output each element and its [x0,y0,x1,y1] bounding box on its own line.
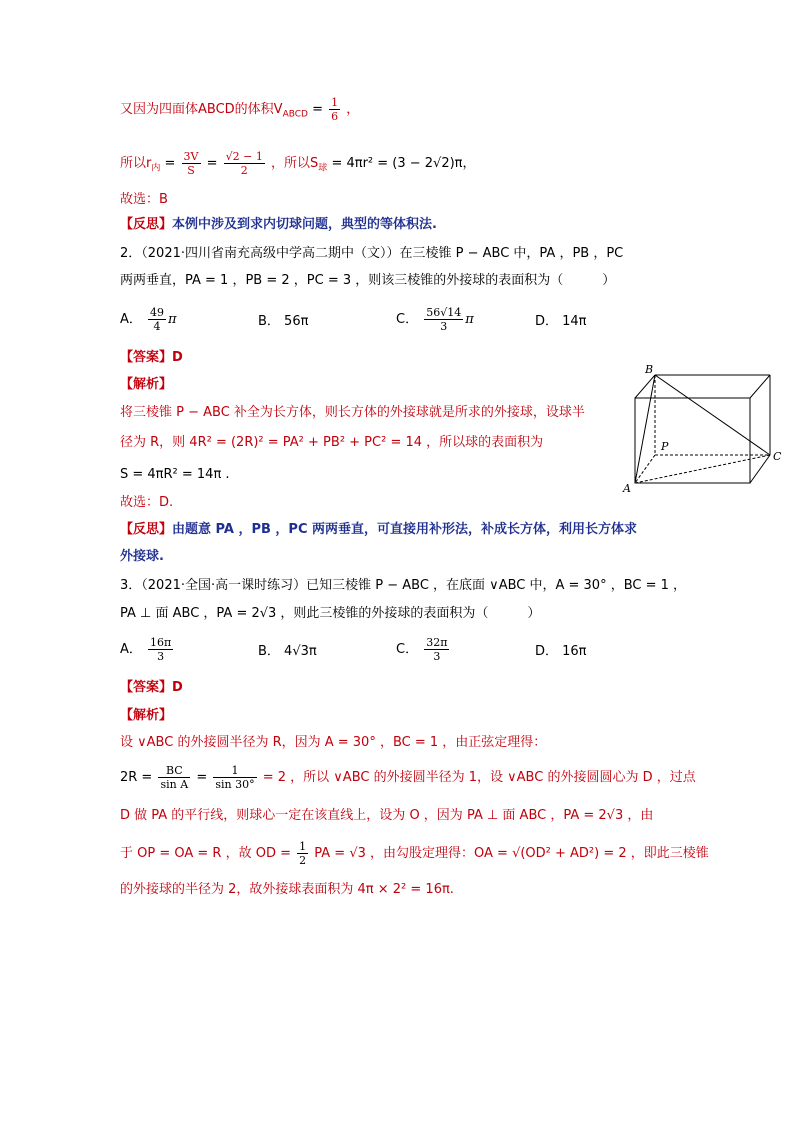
option-d: D． 14π [535,314,587,329]
option-d: D． 16π [535,644,587,659]
analysis-label: 【解析】 [120,377,173,392]
cuboid-figure [615,360,785,495]
analysis-line-1: 将三棱锥 P − ABC 补全为长方体，则长方体的外接球就是所求的外接球，设球半 [120,405,585,420]
analysis-line-3: D 做 PA 的平行线，则球心一定在该直线上，设为 O ，因为 PA ⊥ 面 ABC ，PA = 2√3 ，由 [120,808,654,823]
answer-choice-text: 故选：B [120,192,168,207]
fraction: $\frac{√2 - 1}{2}$ [225,150,263,177]
vertex-label-a: A [623,482,631,495]
vertex-label-p: P [661,440,669,453]
analysis-line-5: 的外接球的半径为 2，故外接球表面积为 4π × 2² = 16π. [120,882,454,897]
analysis-line-2: 2R = $\frac{BC}{\text{sin A}}$ = $\frac{1}{\sin 30^\circ}$ = 2 ，所以 ∨ABC 的外接圆半径为 1，设 ∨ABC 的外接圆圆心为 D ，过点 [120,764,696,791]
reflection-line-2a: 【反思】由题意 PA ，PB ，PC 两两垂直，可直接用补形法，补成长方体，利用长方体求 [120,522,638,537]
analysis-line-4: 故选：D. [120,495,174,510]
option-a: A． $\frac{49}{4}$ π [120,306,177,333]
vertex-label-c: C [773,450,782,463]
option-c: C． $\frac{56√14}{3}$ π [396,306,474,333]
fraction: $\frac{1}{6}$ [331,96,339,123]
vertex-label-b: B [645,363,654,376]
analysis-line-1: 设 ∨ABC 的外接圆半径为 R，因为 A = 30° ，BC = 1 ，由正弦定理得： [120,735,547,750]
answer-label: 【答案】D [120,350,183,365]
answer-label: 【答案】D [120,680,183,695]
reflection-line: 【反思】本例中涉及到求内切球问题，典型的等体积法. [120,217,437,232]
analysis-line-4: 于 OP = OA = R ，故 OD = $\frac{1}{2}$ PA = √3 ，由勾股定理得：OA = √(OD² + AD²) = 2 ，即此三棱锥 [120,840,709,867]
option-b: B． 56π [258,314,309,329]
question-2-line-2: 两两垂直，PA = 1 ，PB = 2 ，PC = 3 ，则该三棱锥的外接球的表面积为（ ） [120,273,616,288]
question-2-line-1: 2．（2021·四川省南充高级中学高二期中（文））在三棱锥 P − ABC 中，PA ，PB ，PC [120,246,624,261]
fraction: $\frac{3V}{S}$ [183,150,199,177]
option-a: A． $\frac{16\pi}{3}$ [120,636,172,663]
question-3-line-1: 3．（2021·全国·高一课时练习）已知三棱锥 P − ABC ，在底面 ∨ABC 中，A = 30° ，BC = 1 ， [120,578,687,593]
question-3-line-2: PA ⊥ 面 ABC ，PA = 2√3 ，则此三棱锥的外接球的表面积为（ ） [120,606,541,621]
analysis-label: 【解析】 [120,708,173,723]
reflection-line-2b: 外接球. [120,549,164,564]
analysis-line-2: 径为 R，则 4R² = (2R)² = PA² + PB² + PC² = 14 ，所以球的表面积为 [120,435,544,450]
text-line-radius: 所以$r_内$ = $\frac{3V}{S}$ = $\frac{√2 - 1}{2}$ ，所以$S_球 = 4\pi r^2 = (3 - 2√2)\pi$， [120,150,476,177]
text-line-volume: 又因为四面体ABCD的体积$V_{ABCD}$ = $\frac{1}{6}$ ， [120,96,360,123]
option-b: B． 4√3π [258,644,317,659]
analysis-line-3: S = 4πR² = 14π . [120,467,230,482]
option-c: C． $\frac{32\pi}{3}$ [396,636,448,663]
